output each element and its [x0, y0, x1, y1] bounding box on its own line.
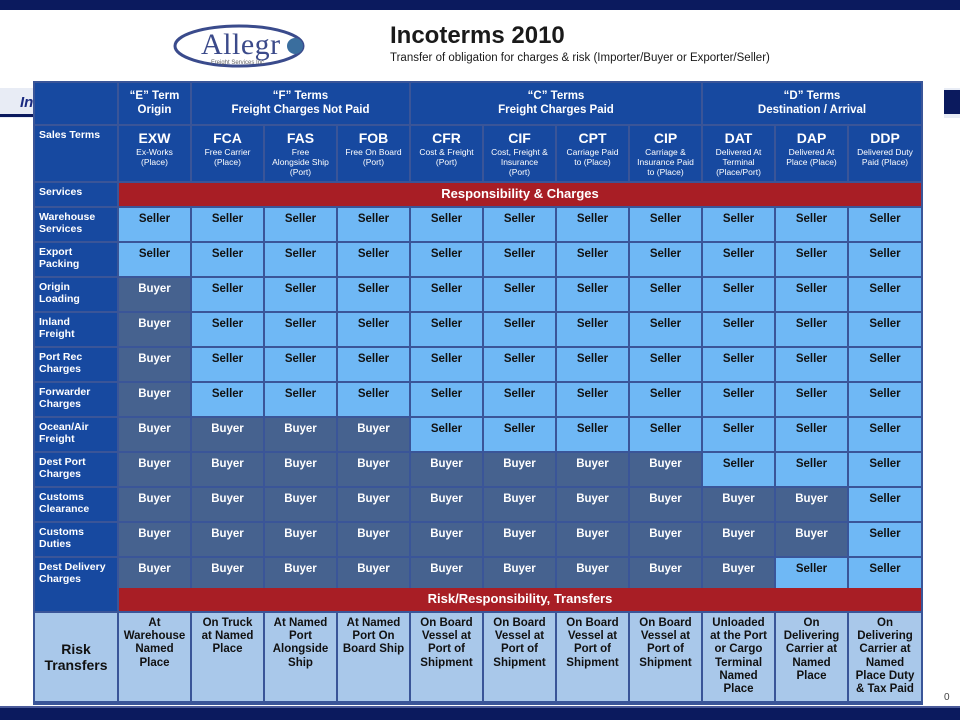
logo-subtitle: Freight Services Inc. — [211, 60, 266, 66]
responsibility-cell: Seller — [484, 418, 555, 451]
responsibility-cell: Seller — [630, 383, 701, 416]
responsibility-cell: Seller — [630, 418, 701, 451]
responsibility-cell: Seller — [411, 383, 482, 416]
term-name: Cost, Freight & Insurance (Port) — [491, 147, 548, 178]
risk-banner: Risk/Responsibility, Transfers — [119, 588, 921, 611]
term-code: CFR — [432, 130, 461, 146]
responsibility-cell: Buyer — [338, 418, 409, 451]
responsibility-cell: Buyer — [557, 523, 628, 556]
term-header-fas — [265, 126, 336, 181]
responsibility-cell: Seller — [119, 243, 190, 276]
logo-globe-icon — [287, 38, 303, 54]
allegro-logo — [173, 18, 313, 70]
responsibility-cell: Buyer — [703, 488, 774, 521]
responsibility-cell: Seller — [265, 348, 336, 381]
row-label: Port Rec Charges — [35, 348, 117, 381]
term-name: Delivered Duty Paid (Place) — [857, 147, 913, 168]
responsibility-cell: Buyer — [630, 488, 701, 521]
responsibility-cell: Seller — [557, 418, 628, 451]
responsibility-cell: Buyer — [119, 383, 190, 416]
responsibility-cell: Buyer — [338, 558, 409, 591]
term-header-fob — [338, 126, 409, 181]
row-label: Customs Clearance — [35, 488, 117, 521]
responsibility-cell: Buyer — [703, 558, 774, 591]
side-title-strip — [0, 88, 36, 118]
risk-transfer-cell: On Delivering Carrier at Named Place — [776, 613, 847, 701]
responsibility-cell: Seller — [630, 243, 701, 276]
responsibility-cell: Buyer — [192, 453, 263, 486]
responsibility-cell: Seller — [849, 348, 921, 381]
logo-text: Allegr — [201, 28, 281, 61]
right-edge-strip — [944, 88, 960, 118]
term-code: FCA — [213, 130, 242, 146]
responsibility-cell: Buyer — [265, 418, 336, 451]
responsibility-cell: Buyer — [119, 348, 190, 381]
responsibility-cell: Buyer — [557, 488, 628, 521]
responsibility-cell: Seller — [849, 383, 921, 416]
term-name: Delivered At Terminal (Place/Port) — [715, 147, 762, 178]
responsibility-cell: Seller — [630, 348, 701, 381]
responsibility-cell: Seller — [849, 418, 921, 451]
term-code: DDP — [870, 130, 900, 146]
risk-transfers-label: Risk Transfers — [35, 613, 117, 701]
term-name: Cost & Freight (Port) — [419, 147, 474, 168]
responsibility-cell: Seller — [192, 383, 263, 416]
term-header-exw — [119, 126, 190, 181]
responsibility-cell: Buyer — [192, 558, 263, 591]
responsibility-cell: Buyer — [119, 558, 190, 591]
responsibility-cell: Buyer — [192, 523, 263, 556]
right-edge-bar — [944, 90, 960, 114]
responsibility-cell: Seller — [849, 523, 921, 556]
responsibility-cell: Buyer — [338, 523, 409, 556]
term-code: DAT — [724, 130, 753, 146]
responsibility-cell: Seller — [557, 313, 628, 346]
top-bar — [0, 0, 960, 10]
responsibility-cell: Buyer — [703, 523, 774, 556]
responsibility-cell: Seller — [484, 383, 555, 416]
responsibility-cell: Buyer — [484, 488, 555, 521]
term-header-ddp — [849, 126, 921, 181]
responsibility-cell: Seller — [703, 348, 774, 381]
responsibility-cell: Seller — [703, 208, 774, 241]
page-number: 0 — [944, 692, 950, 703]
responsibility-cell: Seller — [338, 383, 409, 416]
term-group-header: “E” Term Origin — [119, 83, 190, 124]
row-label: Ocean/Air Freight — [35, 418, 117, 451]
term-name: Free On Board (Port) — [345, 147, 402, 168]
responsibility-cell: Seller — [849, 488, 921, 521]
responsibility-cell: Seller — [265, 208, 336, 241]
responsibility-banner: Responsibility & Charges — [119, 183, 921, 206]
responsibility-cell: Buyer — [557, 558, 628, 591]
responsibility-cell: Seller — [192, 348, 263, 381]
responsibility-cell: Seller — [192, 278, 263, 311]
responsibility-cell: Buyer — [630, 523, 701, 556]
responsibility-cell: Seller — [703, 278, 774, 311]
responsibility-cell: Buyer — [265, 558, 336, 591]
responsibility-cell: Seller — [119, 208, 190, 241]
responsibility-cell: Seller — [776, 208, 847, 241]
responsibility-cell: Seller — [192, 313, 263, 346]
term-name: Free Carrier (Place) — [204, 147, 251, 168]
corner-cell — [35, 83, 117, 124]
responsibility-cell: Seller — [557, 243, 628, 276]
responsibility-cell: Seller — [484, 243, 555, 276]
responsibility-cell: Buyer — [776, 523, 847, 556]
incoterms-sheet — [33, 16, 944, 706]
row-label: Export Packing — [35, 243, 117, 276]
row-label: Dest Delivery Charges — [35, 558, 117, 591]
responsibility-cell: Buyer — [484, 453, 555, 486]
term-header-cfr — [411, 126, 482, 181]
term-code: CIF — [508, 130, 531, 146]
responsibility-cell: Seller — [557, 208, 628, 241]
responsibility-cell: Seller — [338, 348, 409, 381]
responsibility-cell: Seller — [557, 348, 628, 381]
responsibility-cell: Seller — [411, 208, 482, 241]
responsibility-cell: Seller — [411, 278, 482, 311]
risk-transfer-cell: On Board Vessel at Port of Shipment — [411, 613, 482, 701]
term-header-cpt — [557, 126, 628, 181]
responsibility-cell: Buyer — [557, 453, 628, 486]
responsibility-cell: Seller — [630, 278, 701, 311]
responsibility-cell: Buyer — [192, 418, 263, 451]
responsibility-cell: Seller — [484, 313, 555, 346]
row-label: Customs Duties — [35, 523, 117, 556]
responsibility-cell: Buyer — [338, 453, 409, 486]
responsibility-cell: Seller — [265, 243, 336, 276]
term-header-cip — [630, 126, 701, 181]
responsibility-cell: Seller — [338, 278, 409, 311]
responsibility-cell: Seller — [776, 243, 847, 276]
term-code: FOB — [358, 130, 389, 146]
responsibility-cell: Buyer — [776, 488, 847, 521]
responsibility-cell: Buyer — [411, 453, 482, 486]
responsibility-cell: Seller — [703, 243, 774, 276]
page-title: Incoterms 2010 — [390, 22, 565, 49]
term-name: Free Alongside Ship (Port) — [272, 147, 329, 178]
responsibility-cell: Buyer — [265, 488, 336, 521]
risk-transfer-cell: On Delivering Carrier at Named Place Duty & Tax Paid — [849, 613, 921, 701]
term-group-header: “F” Terms Freight Charges Not Paid — [192, 83, 409, 124]
responsibility-cell: Buyer — [119, 453, 190, 486]
responsibility-cell: Buyer — [119, 488, 190, 521]
responsibility-cell: Seller — [557, 278, 628, 311]
term-code: EXW — [138, 130, 171, 146]
term-name: Delivered At Place (Place) — [786, 147, 837, 168]
row-label: Dest Port Charges — [35, 453, 117, 486]
responsibility-cell: Seller — [849, 313, 921, 346]
responsibility-cell: Buyer — [630, 558, 701, 591]
term-group-header: “D” Terms Destination / Arrival — [703, 83, 921, 124]
responsibility-cell: Seller — [484, 348, 555, 381]
responsibility-cell: Seller — [776, 383, 847, 416]
responsibility-cell: Buyer — [265, 453, 336, 486]
risk-transfer-cell: On Board Vessel at Port of Shipment — [557, 613, 628, 701]
responsibility-cell: Seller — [703, 418, 774, 451]
responsibility-cell: Seller — [411, 313, 482, 346]
risk-transfer-cell: Unloaded at the Port or Cargo Terminal Named Place — [703, 613, 774, 701]
responsibility-cell: Seller — [192, 243, 263, 276]
responsibility-cell: Seller — [265, 383, 336, 416]
responsibility-cell: Buyer — [338, 488, 409, 521]
risk-banner-spacer — [35, 588, 117, 611]
term-name: Carriage & Insurance Paid to (Place) — [637, 147, 694, 178]
term-header-dat — [703, 126, 774, 181]
responsibility-cell: Seller — [849, 243, 921, 276]
term-header-dap — [776, 126, 847, 181]
responsibility-cell: Seller — [776, 453, 847, 486]
responsibility-cell: Seller — [630, 313, 701, 346]
responsibility-cell: Seller — [703, 383, 774, 416]
responsibility-cell: Seller — [338, 243, 409, 276]
services-label: Services — [35, 183, 117, 206]
bottom-bar — [0, 708, 960, 720]
side-title: In — [20, 94, 34, 111]
side-title-underline — [0, 114, 36, 117]
responsibility-cell: Seller — [484, 208, 555, 241]
responsibility-cell: Buyer — [119, 278, 190, 311]
term-header-cif — [484, 126, 555, 181]
responsibility-cell: Buyer — [119, 313, 190, 346]
responsibility-cell: Buyer — [484, 558, 555, 591]
risk-transfer-cell: At Named Port Alongside Ship — [265, 613, 336, 701]
responsibility-cell: Seller — [411, 348, 482, 381]
term-name: Carriage Paid to (Place) — [566, 147, 619, 168]
responsibility-cell: Seller — [265, 313, 336, 346]
term-group-header: “C” Terms Freight Charges Paid — [411, 83, 701, 124]
sales-terms-label: Sales Terms — [35, 126, 117, 181]
row-label: Origin Loading — [35, 278, 117, 311]
responsibility-cell: Seller — [411, 243, 482, 276]
responsibility-cell: Buyer — [192, 488, 263, 521]
risk-transfer-cell: On Board Vessel at Port of Shipment — [484, 613, 555, 701]
responsibility-cell: Buyer — [119, 418, 190, 451]
term-header-fca — [192, 126, 263, 181]
term-code: CPT — [578, 130, 607, 146]
row-label: Inland Freight — [35, 313, 117, 346]
row-label: Forwarder Charges — [35, 383, 117, 416]
responsibility-cell: Seller — [776, 558, 847, 591]
risk-transfer-cell: On Truck at Named Place — [192, 613, 263, 701]
responsibility-cell: Buyer — [411, 558, 482, 591]
risk-transfer-cell: At Warehouse Named Place — [119, 613, 190, 701]
responsibility-cell: Seller — [703, 313, 774, 346]
responsibility-cell: Seller — [849, 208, 921, 241]
incoterms-table — [33, 81, 923, 705]
term-code: FAS — [286, 130, 315, 146]
responsibility-cell: Buyer — [119, 523, 190, 556]
responsibility-cell: Seller — [776, 418, 847, 451]
responsibility-cell: Seller — [265, 278, 336, 311]
term-code: DAP — [796, 130, 827, 146]
responsibility-cell: Seller — [776, 313, 847, 346]
responsibility-cell: Seller — [849, 278, 921, 311]
responsibility-cell: Seller — [776, 348, 847, 381]
responsibility-cell: Buyer — [265, 523, 336, 556]
risk-transfer-cell: On Board Vessel at Port of Shipment — [630, 613, 701, 701]
responsibility-cell: Seller — [411, 418, 482, 451]
responsibility-cell: Seller — [849, 558, 921, 591]
responsibility-cell: Buyer — [411, 523, 482, 556]
responsibility-cell: Seller — [484, 278, 555, 311]
responsibility-cell: Seller — [849, 453, 921, 486]
responsibility-cell: Seller — [703, 453, 774, 486]
responsibility-cell: Buyer — [411, 488, 482, 521]
term-code: CIP — [653, 130, 678, 146]
risk-transfer-cell: At Named Port On Board Ship — [338, 613, 409, 701]
page-subtitle: Transfer of obligation for charges & risk (Importer/Buyer or Exporter/Seller) — [390, 52, 770, 64]
responsibility-cell: Seller — [192, 208, 263, 241]
responsibility-cell: Seller — [630, 208, 701, 241]
responsibility-cell: Seller — [557, 383, 628, 416]
responsibility-cell: Buyer — [484, 523, 555, 556]
responsibility-cell: Seller — [338, 313, 409, 346]
responsibility-cell: Seller — [338, 208, 409, 241]
responsibility-cell: Buyer — [630, 453, 701, 486]
responsibility-cell: Seller — [776, 278, 847, 311]
row-label: Warehouse Services — [35, 208, 117, 241]
term-name: Ex-Works (Place) — [136, 147, 173, 168]
